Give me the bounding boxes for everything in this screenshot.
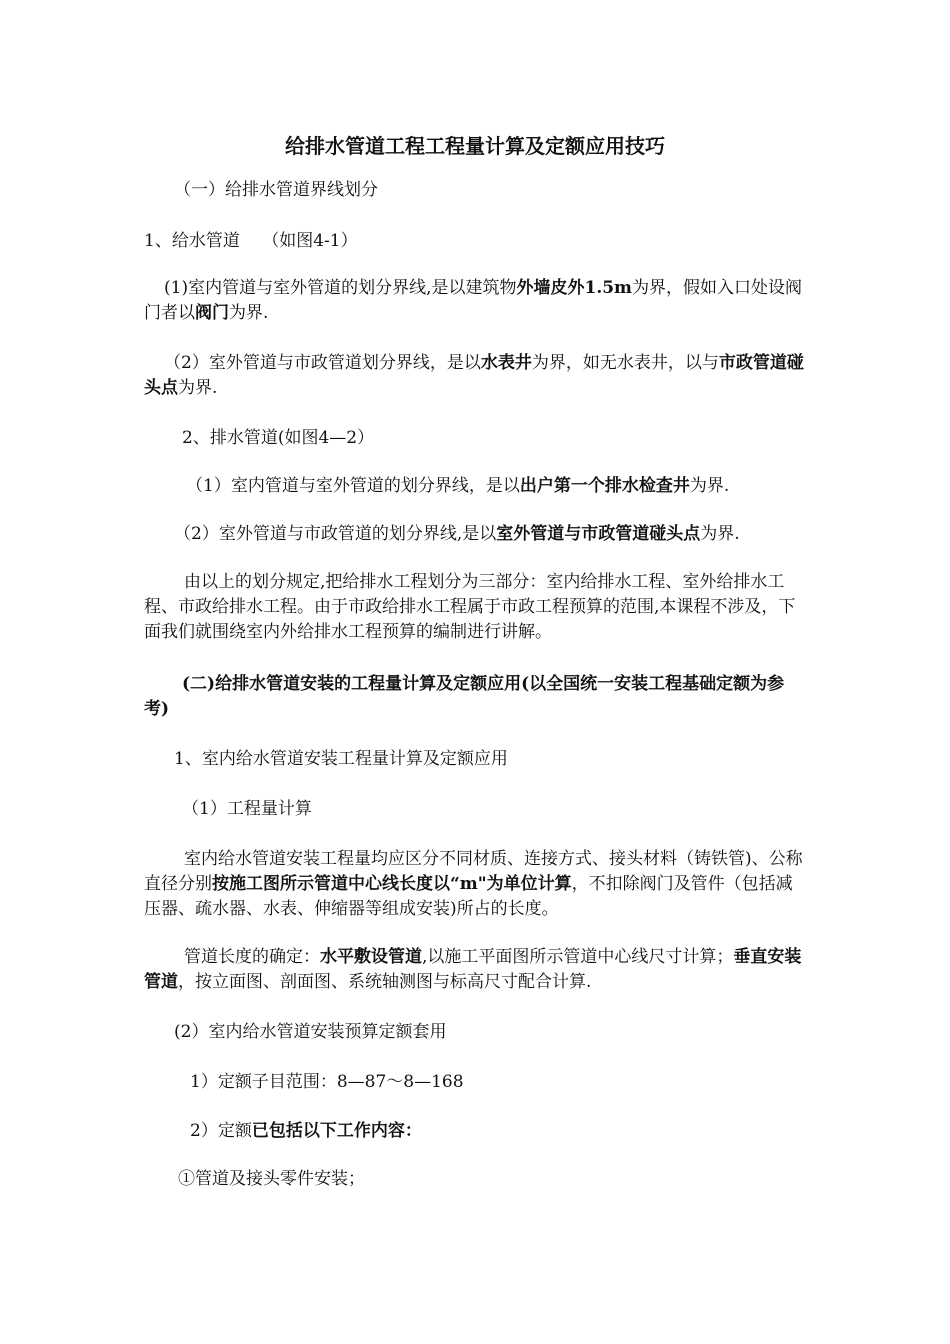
list-item-quota-content: 2）定额已包括以下工作内容： xyxy=(190,1121,422,1141)
paragraph-7: 管道长度的确定：水平敷设管道,以施工平面图所示管道中心线尺寸计算；垂直安装管道，按立面图、剖面图、系统轴测图与标高尺寸配合计算. xyxy=(144,947,802,992)
list-item-quota-range: 1）定额子目范围：8—87～8—168 xyxy=(190,1072,464,1092)
paragraph-6: 室内给水管道安装工程量均应区分不同材质、连接方式、接头材料（铸铁管)、公称直径分别按施工图所示管道中心线长度以“m"为单位计算，不扣除阀门及管件（包括减压器、疏水器、水表、伸缩器等组成安装)所占的长度。 xyxy=(144,849,803,919)
subsection-drainage: 2、排水管道(如图4—2） xyxy=(182,428,375,448)
subsection-quota-application: (2）室内给水管道安装预算定额套用 xyxy=(174,1022,447,1042)
paragraph-2: （2）室外管道与市政管道划分界线，是以水表井为界，如无水表井，以与市政管道碰头点为界. xyxy=(144,353,804,398)
paragraph-4: （2）室外管道与市政管道的划分界线,是以室外管道与市政管道碰头点为界. xyxy=(174,524,740,544)
paragraph-3: （1）室内管道与室外管道的划分界线，是以出户第一个排水检查井为界. xyxy=(186,476,730,496)
list-item-pipe-installation: ①管道及接头零件安装； xyxy=(178,1169,365,1189)
section-1-heading: （一）给排水管道界线划分 xyxy=(174,180,378,200)
subsection-quantity-calc: （1）工程量计算 xyxy=(182,799,312,819)
subsection-water-supply: 1、给水管道 （如图4-1） xyxy=(144,231,358,251)
paragraph-1: (1)室内管道与室外管道的划分界线,是以建筑物外墙皮外1.5m为界，假如入口处设阀门者以阀门为界. xyxy=(144,278,803,323)
subsection-indoor-supply: 1、室内给水管道安装工程量计算及定额应用 xyxy=(174,749,508,769)
section-2-heading: (二)给排水管道安装的工程量计算及定额应用(以全国统一安装工程基础定额为参考) xyxy=(144,674,785,719)
document-title: 给排水管道工程工程量计算及定额应用技巧 xyxy=(285,134,665,158)
paragraph-5: 由以上的划分规定,把给排水工程划分为三部分：室内给排水工程、室外给排水工程、市政给排水工程。由于市政给排水工程属于市政工程预算的范围,本课程不涉及，下面我们就围绕室内外给排水工程预算的编制进行讲解。 xyxy=(144,572,796,642)
